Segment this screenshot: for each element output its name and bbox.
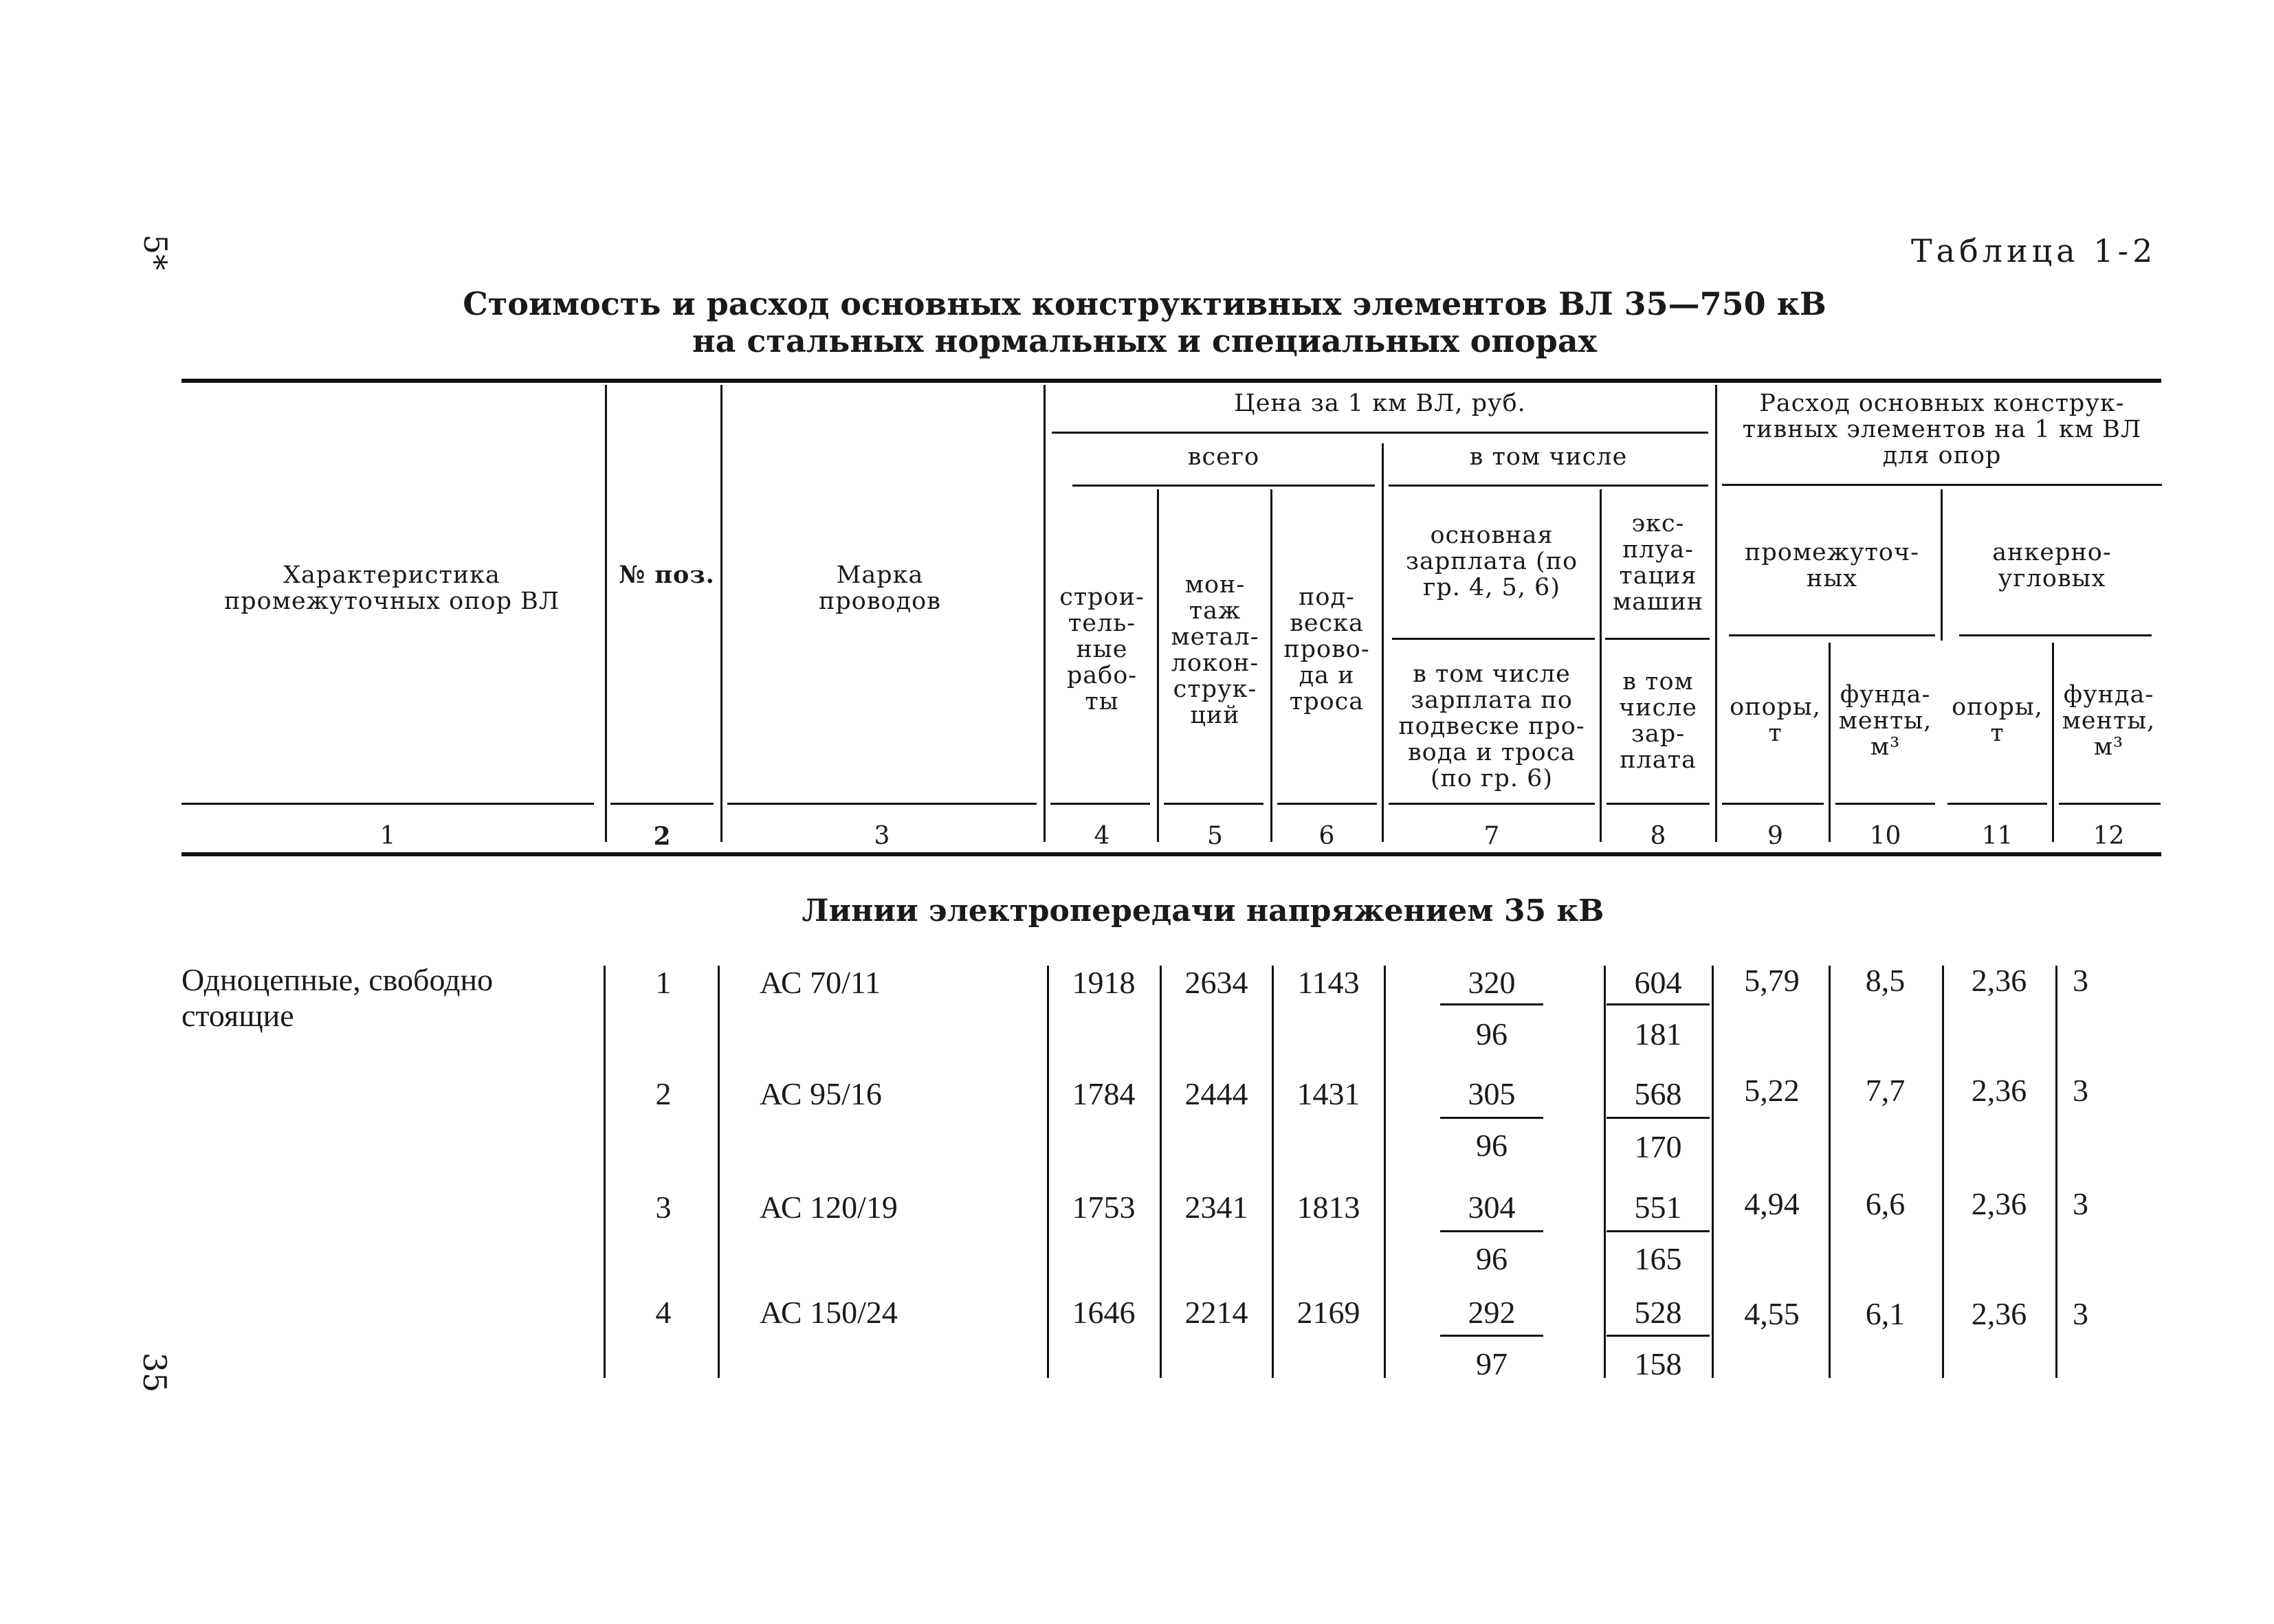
row-3-c7-line bbox=[1440, 1230, 1543, 1232]
header-c2: № поз. bbox=[619, 561, 715, 589]
hrule-colnum-2 bbox=[610, 803, 714, 805]
body-vline-9 bbox=[1829, 966, 1831, 1378]
row-1-c8-line bbox=[1607, 1003, 1710, 1005]
body-vline-2 bbox=[718, 966, 720, 1378]
col-num-10: 10 bbox=[1869, 822, 1901, 850]
row-2-c8a: 568 bbox=[1634, 1076, 1682, 1111]
row-1-c8a: 604 bbox=[1634, 965, 1682, 1000]
row-1-c8b: 181 bbox=[1634, 1016, 1682, 1052]
row-4-c7b: 97 bbox=[1476, 1346, 1508, 1381]
row-3-pos: 3 bbox=[655, 1190, 672, 1225]
row-4-c5: 2214 bbox=[1184, 1295, 1248, 1330]
hrule-colnum-3 bbox=[727, 803, 1037, 805]
row-3-c6: 1813 bbox=[1296, 1190, 1360, 1225]
header-incl: в том числе bbox=[1469, 443, 1628, 471]
row-3-c4: 1753 bbox=[1072, 1190, 1136, 1225]
table-title-line2: на стальных нормальных и специальных опорах bbox=[692, 322, 1598, 359]
row-1-c9: 5,79 bbox=[1744, 963, 1800, 998]
row-3-c8b: 165 bbox=[1634, 1241, 1682, 1276]
row-2-c5: 2444 bbox=[1184, 1076, 1248, 1111]
hrule-colnum-9 bbox=[1722, 803, 1824, 805]
header-c12: фунда-менты, м³ bbox=[2062, 681, 2156, 761]
hrule-c8 bbox=[1605, 638, 1710, 640]
row-2-c7a: 305 bbox=[1468, 1076, 1516, 1111]
row-2-c10: 7,7 bbox=[1865, 1073, 1906, 1108]
body-vline-1 bbox=[604, 966, 606, 1378]
row-1-characteristic: Одноцепные, свободно стоящие bbox=[181, 962, 494, 1033]
row-3-c5: 2341 bbox=[1184, 1190, 1248, 1225]
header-c7-bottom: в том числе зарплата по подвеске про-вода и троса (по гр. 6) bbox=[1398, 660, 1585, 792]
header-usage-group: Расход основных конструк-тивных элементов на 1 км ВЛ для опор bbox=[1742, 390, 2142, 469]
row-2-c7b: 96 bbox=[1476, 1128, 1508, 1163]
section-title: Линии электропередачи напряжением 35 кВ bbox=[802, 893, 1604, 928]
hrule-incl bbox=[1389, 485, 1708, 487]
vline-4 bbox=[1382, 443, 1384, 842]
row-3-c7a: 304 bbox=[1468, 1190, 1516, 1225]
body-vline-11 bbox=[2055, 966, 2057, 1378]
header-anchor: анкерно-угловых bbox=[1992, 539, 2112, 592]
col-num-2: 2 bbox=[653, 822, 671, 851]
body-vline-8 bbox=[1712, 966, 1714, 1378]
row-3-c7b: 96 bbox=[1476, 1241, 1508, 1276]
hrule-colnum-4 bbox=[1050, 803, 1150, 805]
row-4-c6: 2169 bbox=[1296, 1295, 1360, 1330]
hrule-colnum-5 bbox=[1164, 803, 1263, 805]
header-c10: фунда-менты, м³ bbox=[1838, 681, 1932, 761]
hrule-inter bbox=[1729, 634, 1935, 636]
page-number: 35 bbox=[136, 1352, 173, 1393]
row-2-c8b: 170 bbox=[1634, 1129, 1682, 1164]
row-3-wire: АС 120/19 bbox=[760, 1190, 898, 1225]
hrule-colnum-11 bbox=[1947, 803, 2047, 805]
row-3-c9: 4,94 bbox=[1744, 1186, 1800, 1221]
row-2-c4: 1784 bbox=[1072, 1076, 1136, 1111]
hrule-total bbox=[1072, 485, 1375, 487]
page-marker: 5* bbox=[137, 234, 174, 271]
header-c6: под-веска прово-да и троса bbox=[1283, 583, 1370, 715]
header-intermediate: промежуточ-ных bbox=[1745, 539, 1919, 592]
row-1-c6: 1143 bbox=[1297, 965, 1360, 1000]
row-2-wire: АС 95/16 bbox=[760, 1076, 882, 1111]
row-2-c11: 2,36 bbox=[1971, 1073, 2027, 1108]
header-bottom-rule bbox=[181, 852, 2161, 856]
hrule-colnum-1 bbox=[181, 803, 594, 805]
row-1-c4: 1918 bbox=[1072, 965, 1136, 1000]
header-total: всего bbox=[1187, 443, 1260, 471]
row-3-c11: 2,36 bbox=[1971, 1186, 2027, 1221]
table-top-rule bbox=[181, 379, 2161, 383]
body-vline-6 bbox=[1384, 966, 1386, 1378]
row-2-c6: 1431 bbox=[1296, 1076, 1360, 1111]
header-c8-top: экс-плуа-тация машин bbox=[1612, 510, 1704, 616]
table-title-line1: Стоимость и расход основных конструктивных элементов ВЛ 35—750 кВ bbox=[463, 285, 1826, 322]
col-num-3: 3 bbox=[874, 822, 890, 850]
row-4-c8-line bbox=[1607, 1335, 1710, 1337]
hrule-colnum-12 bbox=[2059, 803, 2161, 805]
row-1-c5: 2634 bbox=[1184, 965, 1248, 1000]
row-3-c8-line bbox=[1607, 1230, 1710, 1232]
table-label: Таблица 1-2 bbox=[1911, 232, 2157, 269]
header-c11: опоры, т bbox=[1952, 693, 2043, 747]
row-3-c10: 6,6 bbox=[1865, 1186, 1906, 1221]
col-num-4: 4 bbox=[1094, 822, 1110, 850]
row-1-pos: 1 bbox=[655, 965, 672, 1000]
vline-3 bbox=[1044, 385, 1046, 842]
vline-9 bbox=[1941, 489, 1943, 641]
vline-10 bbox=[1829, 643, 1831, 842]
col-num-1: 1 bbox=[379, 822, 396, 850]
row-2-c9: 5,22 bbox=[1744, 1073, 1800, 1108]
row-4-wire: АС 150/24 bbox=[760, 1295, 898, 1330]
col-num-5: 5 bbox=[1207, 822, 1223, 850]
hrule-colnum-8 bbox=[1607, 803, 1710, 805]
row-1-c10: 8,5 bbox=[1865, 963, 1906, 998]
row-1-c7b: 96 bbox=[1476, 1016, 1508, 1052]
row-4-c7a: 292 bbox=[1468, 1295, 1516, 1330]
row-2-pos: 2 bbox=[655, 1076, 672, 1111]
header-c7-top: основная зарплата (по гр. 4, 5, 6) bbox=[1405, 522, 1578, 601]
body-vline-4 bbox=[1160, 966, 1162, 1378]
header-c5: мон-таж метал-локон-струк-ций bbox=[1171, 571, 1259, 729]
header-c4: строи-тель-ные рабо-ты bbox=[1059, 583, 1145, 715]
col-num-6: 6 bbox=[1318, 822, 1335, 850]
row-4-c12: 3 bbox=[2073, 1296, 2088, 1331]
header-c9: опоры, т bbox=[1730, 693, 1821, 747]
vline-5 bbox=[1715, 385, 1717, 842]
vline-7 bbox=[1270, 489, 1272, 842]
col-num-8: 8 bbox=[1650, 822, 1666, 850]
row-4-c8b: 158 bbox=[1634, 1346, 1682, 1381]
header-c8-bottom: в том числе зар-плата bbox=[1618, 668, 1698, 774]
hrule-colnum-7 bbox=[1389, 803, 1595, 805]
row-4-c7-line bbox=[1440, 1335, 1543, 1337]
row-4-c4: 1646 bbox=[1072, 1295, 1136, 1330]
col-num-12: 12 bbox=[2093, 822, 2125, 850]
row-1-c11: 2,36 bbox=[1971, 963, 2027, 998]
hrule-c7 bbox=[1392, 638, 1595, 640]
col-num-7: 7 bbox=[1483, 822, 1500, 850]
header-price-group: Цена за 1 км ВЛ, руб. bbox=[1234, 390, 1526, 417]
row-4-c9: 4,55 bbox=[1744, 1296, 1800, 1331]
row-1-c7a: 320 bbox=[1468, 965, 1516, 1000]
body-vline-5 bbox=[1272, 966, 1274, 1378]
body-vline-7 bbox=[1604, 966, 1606, 1378]
row-3-c12: 3 bbox=[2073, 1186, 2088, 1221]
vline-2 bbox=[720, 385, 722, 842]
row-3-c8a: 551 bbox=[1634, 1190, 1682, 1225]
row-2-c12: 3 bbox=[2073, 1073, 2088, 1108]
row-2-c8-line bbox=[1607, 1117, 1710, 1119]
vline-1 bbox=[605, 385, 607, 842]
hrule-colnum-10 bbox=[1835, 803, 1935, 805]
hrule-usage bbox=[1722, 484, 2162, 486]
row-1-c12: 3 bbox=[2073, 963, 2088, 998]
row-2-c7-line bbox=[1440, 1117, 1543, 1119]
header-c3: Марка проводов bbox=[819, 561, 941, 615]
hrule-anchor bbox=[1959, 634, 2152, 636]
row-4-c10: 6,1 bbox=[1865, 1296, 1906, 1331]
row-4-c11: 2,36 bbox=[1971, 1296, 2027, 1331]
row-1-wire: АС 70/11 bbox=[760, 965, 881, 1000]
vline-6 bbox=[1157, 489, 1159, 842]
row-4-c8a: 528 bbox=[1634, 1295, 1682, 1330]
vline-11 bbox=[2052, 643, 2054, 842]
col-num-11: 11 bbox=[1981, 822, 2013, 850]
header-c1: Характеристика промежуточных опор ВЛ bbox=[223, 561, 560, 615]
row-4-pos: 4 bbox=[655, 1295, 672, 1330]
body-vline-3 bbox=[1047, 966, 1049, 1378]
row-1-c7-line bbox=[1440, 1003, 1543, 1005]
hrule-price bbox=[1052, 432, 1708, 434]
vline-8 bbox=[1600, 489, 1602, 842]
col-num-9: 9 bbox=[1767, 822, 1783, 850]
hrule-colnum-6 bbox=[1277, 803, 1377, 805]
